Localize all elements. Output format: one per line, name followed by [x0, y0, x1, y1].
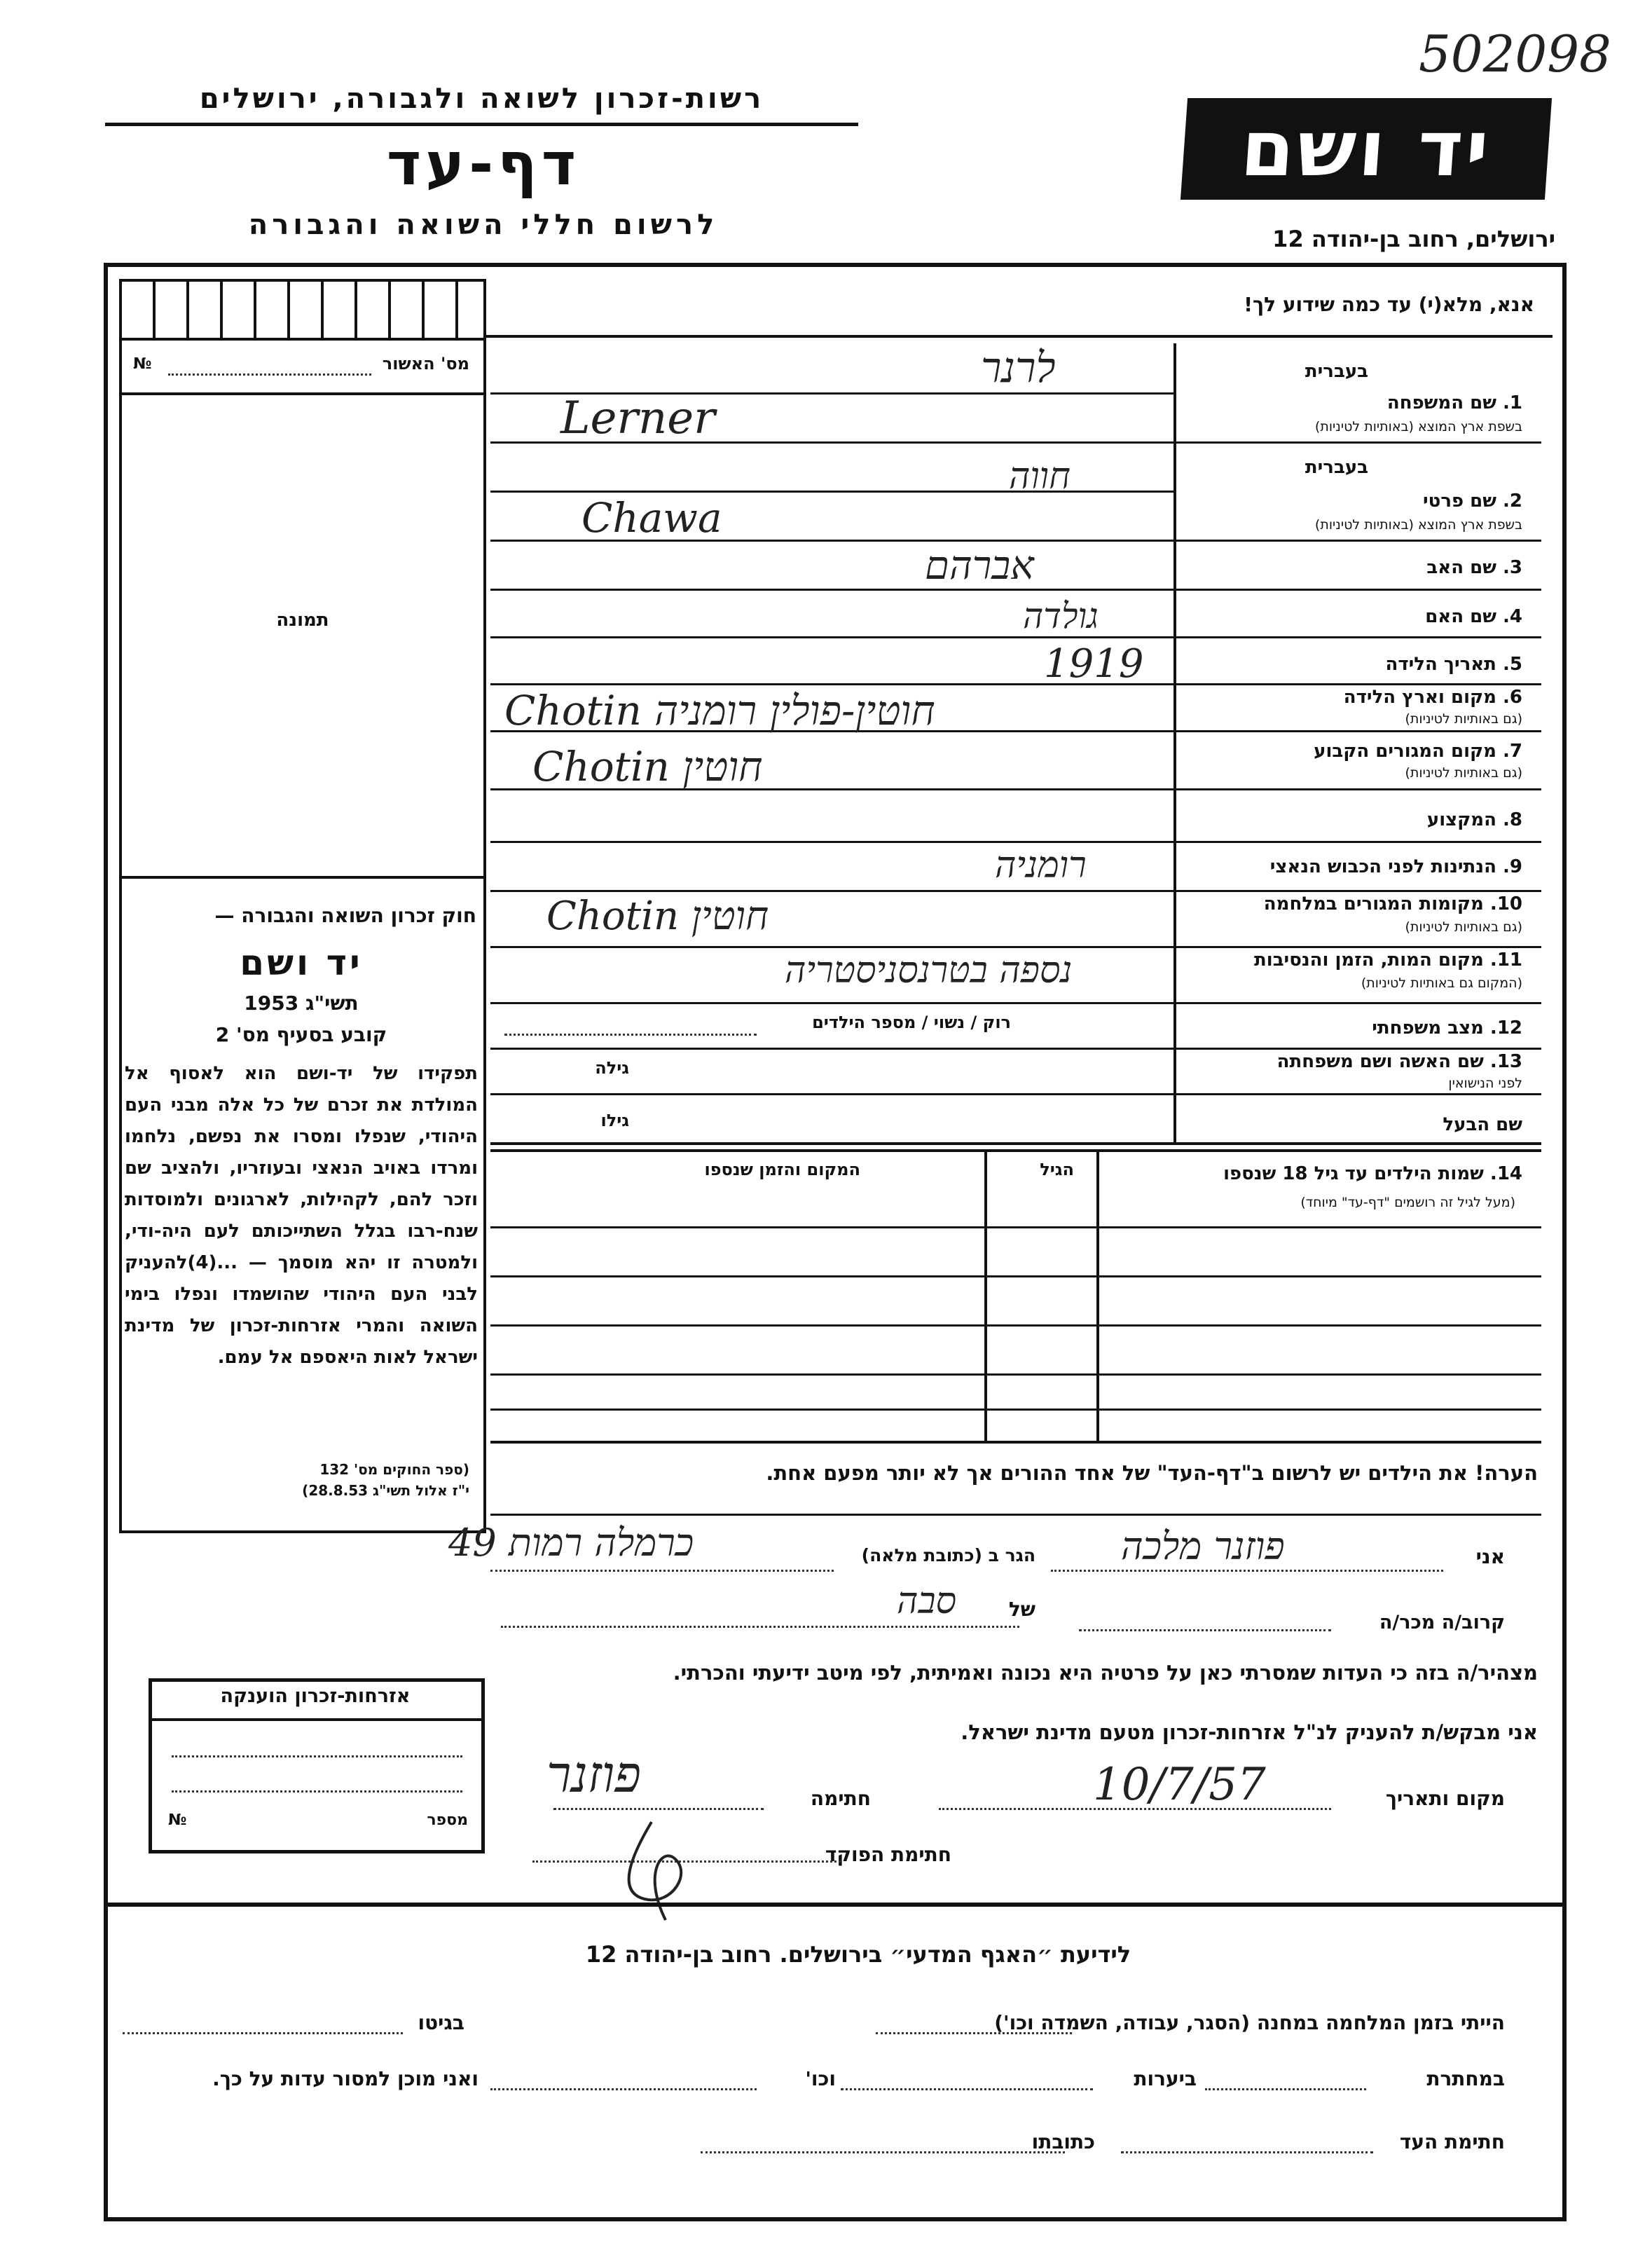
- field-1-text: שם המשפחה: [1386, 392, 1496, 413]
- children-header-line: [490, 1226, 1541, 1228]
- field-1-label: [1387, 392, 1522, 413]
- decl-date-dots: [939, 1808, 1331, 1810]
- decl-officer-label: חתימת הפוקד: [825, 1843, 951, 1866]
- footer-line2c-dots: [490, 2088, 757, 2090]
- footer-line1b: בגיטו: [418, 2011, 464, 2034]
- form-intro: אנא, מלא(י) עד כמה שידוע לך!: [1244, 293, 1534, 316]
- row-line: [490, 683, 1541, 685]
- field-5-num: 5.: [1503, 654, 1522, 675]
- law-body: תפקידו של יד-ושם הוא לאסוף אל המולדת את זכרם של כל אלה מבני העם היהודי, שנפלו ומסרו את נפשם, נלחמו ומרדו באויב הנאצי ובעוזריו, ולהציב שם וזכר להם, לקהילות, לארגונים ולמוסדות שנח-רבו בגלל השתייכותם לעם היה-ודי, ולמטרה זו יהא מוסמך — ...(4)להעניק לבני העם היהודי שהושמדו ונפלו בימי השואה והמרי אזרחות-זכרון של מדינת ישראל לאות היאספם אל עמם.: [125, 1063, 478, 1368]
- field-1-num: 1.: [1503, 392, 1522, 413]
- citizenship-number-label: מספר: [427, 1811, 468, 1829]
- field-6-label: [1344, 687, 1522, 708]
- row-line: [490, 636, 1541, 638]
- field-1-hebrew-tag: בעברית: [1305, 361, 1368, 382]
- field-4-num: 4.: [1503, 606, 1522, 627]
- law-clause: קובע בסעיף מס' 2: [215, 1023, 387, 1046]
- intro-underline: [486, 335, 1553, 338]
- children-sub: (מעל לגיל זה רושמים "דף-עד" מיוחד): [1300, 1195, 1515, 1210]
- field-12-dots: [504, 1034, 757, 1036]
- note-text: הערה! את הילדים יש לרשום ב"דף-העד" של אחד ההורים אך לא יותר מפעם אחת.: [766, 1461, 1538, 1485]
- field-3-value: אברהם: [925, 543, 1034, 589]
- field-6-value: חוטין-פולין רומניה Chotin: [504, 687, 935, 734]
- field-13-label: [1277, 1051, 1522, 1072]
- field-7-label: [1314, 741, 1522, 762]
- field-2-value-hebrew: חווה: [1009, 455, 1071, 498]
- footer-line1-dots: [876, 2032, 1072, 2034]
- field-13-text: שם האשה ושם משפחתה: [1276, 1051, 1484, 1072]
- field-5-value: 1919: [1044, 641, 1144, 687]
- field-5-text: תאריך הלידה: [1385, 654, 1496, 675]
- decl-relation: סבה: [897, 1580, 957, 1622]
- field-1-value-hebrew: לרנר: [981, 343, 1056, 392]
- field-9-value: רומניה: [995, 844, 1087, 886]
- field-7-sub: (גם באותיות לטיניות): [1405, 765, 1522, 781]
- decl-address-dots: [490, 1570, 834, 1572]
- field-13-sub: לפני הנישואין: [1448, 1076, 1522, 1091]
- footer-line2a: במחתרת: [1426, 2067, 1505, 2090]
- field-12-num: 12.: [1489, 1017, 1522, 1039]
- citizenship-title-line: [152, 1718, 481, 1721]
- decl-i-label: אני: [1475, 1545, 1505, 1568]
- children-col-divider: [984, 1149, 987, 1444]
- footer-line3a: חתימת העד: [1399, 2130, 1505, 2153]
- row-line: [490, 589, 1541, 591]
- law-ref-2: י"ז אלול תשי"ג 28.8.53): [302, 1482, 469, 1499]
- children-row-line: [490, 1409, 1541, 1411]
- law-year: תשי"ג 1953: [244, 992, 359, 1015]
- field-7-value: חוטין Chotin: [532, 743, 763, 790]
- law-ref-1: (ספר החוקים מס' 132: [319, 1461, 469, 1478]
- field-9-num: 9.: [1503, 856, 1522, 877]
- children-row-line: [490, 1324, 1541, 1327]
- citizenship-dots: [172, 1790, 462, 1793]
- footer-line3b-dots: [701, 2151, 1065, 2153]
- field-13-num: 13.: [1489, 1051, 1522, 1072]
- husband-text: שם הבעל: [1443, 1114, 1522, 1135]
- field-9-text: הנתינות לפני הכבוש הנאצי: [1269, 856, 1496, 877]
- field-11-value: נספה בטרנסניסטריה: [785, 950, 1073, 992]
- field-12-text: מצב משפחתי: [1372, 1017, 1484, 1039]
- officer-signature-scribble: [603, 1815, 743, 1934]
- field-11-text: מקום המות, הזמן והנסיבות: [1254, 950, 1484, 971]
- field-11-label: [1254, 950, 1522, 971]
- footer-divider: [104, 1903, 1567, 1907]
- citizenship-title: אזרחות-זכרון הוענקה: [220, 1685, 411, 1707]
- decl-relative-dots: [1079, 1629, 1331, 1631]
- field-4-text: שם האם: [1425, 606, 1496, 627]
- field-8-label: [1427, 809, 1522, 830]
- field-4-value: גולדה: [1023, 596, 1099, 636]
- law-name: יד ושם: [240, 943, 363, 983]
- decl-signature-label: חתימה: [810, 1787, 871, 1810]
- permit-dots: [168, 373, 371, 376]
- field-8-num: 8.: [1503, 809, 1522, 830]
- decl-request: אני מבקש/ת להעניק לנ"ל אזרחות-זכרון מטעם מדינת ישראל.: [961, 1720, 1538, 1744]
- permit-label: מס' האשור: [382, 354, 469, 373]
- photo-stripes-divider: [122, 338, 483, 341]
- husband-label: [1443, 1114, 1522, 1135]
- field-1-sub: בשפת ארץ המוצא (באותיות לטיניות): [1314, 419, 1522, 434]
- field-10-label: [1264, 893, 1522, 914]
- field-11-sub: (המקום גם באותיות לטיניות): [1361, 975, 1522, 991]
- footer-line1b-dots: [123, 2032, 403, 2034]
- field-13-age-label: גילה: [595, 1058, 629, 1078]
- children-row-line: [490, 1373, 1541, 1376]
- field-9-label: [1270, 856, 1522, 877]
- field-10-num: 10.: [1489, 893, 1522, 914]
- footer-line2b: ביערות: [1134, 2067, 1197, 2090]
- field-2-hebrew-tag: בעברית: [1305, 457, 1368, 478]
- decl-address: כרמלה רמות 49: [448, 1521, 694, 1565]
- field-3-label: [1426, 557, 1522, 578]
- children-text: שמות הילדים עד גיל 18 שנספו: [1223, 1163, 1484, 1184]
- row-line: [490, 946, 1541, 948]
- children-table: [490, 1149, 1541, 1444]
- footer-line3b: כתובתו: [1031, 2130, 1095, 2153]
- field-12-status-options: רוק / נשוי / מספר הילדים: [812, 1013, 1011, 1032]
- footer-line2d: ואני מוכן למסור עדות על כך.: [212, 2067, 479, 2090]
- footer-notice: לידיעת ״האגף המדעי״ בירושלים. רחוב בן-יהודה 12: [585, 1941, 1131, 1968]
- decl-date: 10/7/57: [1093, 1759, 1266, 1811]
- footer-line1a: הייתי בזמן המלחמה במחנה (הסגר, עבודה, השמדה וכו'): [994, 2011, 1505, 2034]
- field-3-num: 3.: [1503, 557, 1522, 578]
- decl-relation-dots: [501, 1626, 1019, 1628]
- citizenship-symbol: №: [168, 1811, 187, 1829]
- field-4-label: [1425, 606, 1522, 627]
- photo-bottom-line: [122, 876, 483, 879]
- row-line: [490, 1002, 1541, 1004]
- field-5-label: [1385, 654, 1522, 675]
- row-line: [490, 841, 1541, 843]
- footer-line2c: וכו': [805, 2067, 836, 2090]
- decl-place-date-label: מקום ותאריך: [1385, 1787, 1505, 1810]
- permit-field: [133, 354, 469, 382]
- field-2-sub: בשפת ארץ המוצא (באותיות לטיניות): [1314, 517, 1522, 533]
- children-num: 14.: [1489, 1163, 1522, 1184]
- authority-underline: [105, 123, 858, 126]
- authority-line: רשות-זכרון לשואה ולגבורה, ירושלים: [199, 83, 764, 115]
- field-1-value-latin: Lerner: [560, 392, 715, 444]
- field-2-text: שם פרטי: [1423, 491, 1496, 512]
- field-2-value-latin: Chawa: [581, 494, 722, 542]
- footer-line3a-dots: [1121, 2151, 1373, 2153]
- decl-signature-dots: [553, 1808, 764, 1810]
- field-10-value: חוטין Chotin: [546, 893, 769, 939]
- field-7-num: 7.: [1503, 741, 1522, 762]
- field-6-sub: (גם באותיות לטיניות): [1405, 711, 1522, 727]
- form-subtitle: לרשום חללי השואה והגבורה: [248, 209, 719, 241]
- photo-top-stripes: [122, 282, 483, 338]
- row-line: [490, 1048, 1541, 1050]
- decl-relative-label: קרוב/ה מכר/ה: [1379, 1612, 1505, 1633]
- note-underline: [490, 1514, 1541, 1516]
- field-12-label: [1372, 1017, 1522, 1039]
- field-10-text: מקומות המגורים במלחמה: [1263, 893, 1484, 914]
- stamp-number: 502098: [1419, 25, 1611, 83]
- field-11-num: 11.: [1489, 950, 1522, 971]
- row-line: [490, 491, 1173, 493]
- footer-line2b-dots: [841, 2088, 1093, 2090]
- children-label: [1223, 1163, 1522, 1184]
- field-6-num: 6.: [1503, 687, 1522, 708]
- children-col-divider: [1096, 1149, 1099, 1444]
- children-age-col: הגיל: [1040, 1160, 1074, 1179]
- field-10-sub: (גם באותיות לטיניות): [1405, 919, 1522, 935]
- header-address: ירושלים, רחוב בן-יהודה 12: [1272, 226, 1555, 252]
- field-3-text: שם האב: [1426, 557, 1496, 578]
- form-title: דף-עד: [386, 130, 581, 198]
- photo-label: תמונה: [276, 610, 329, 631]
- decl-declarant-dots: [1051, 1570, 1443, 1572]
- row-line: [490, 1142, 1541, 1145]
- photo-top-line: [122, 392, 483, 395]
- decl-of-label: של: [1008, 1598, 1035, 1621]
- row-line: [490, 890, 1541, 892]
- husband-age-label: גילו: [600, 1111, 629, 1130]
- children-row-line: [490, 1275, 1541, 1277]
- logo-text: יד ושם: [1237, 104, 1495, 193]
- field-2-label: [1423, 491, 1522, 512]
- label-column-divider: [1173, 343, 1176, 1142]
- decl-attest: מצהיר/ה בזה כי העדות שמסרתי כאן על פרטיה היא נכונה ואמיתית, לפי מיטב ידיעתי והכרתי.: [673, 1661, 1538, 1685]
- row-line: [490, 1093, 1541, 1095]
- field-2-num: 2.: [1503, 491, 1522, 512]
- field-6-text: מקום וארץ הלידה: [1343, 687, 1496, 708]
- field-8-text: המקצוע: [1426, 809, 1496, 830]
- yad-vashem-logo: [1181, 98, 1552, 200]
- decl-resides-label: הגר ב (כתובת מלאה): [861, 1545, 1035, 1565]
- field-7-text: מקום המגורים הקבוע: [1314, 741, 1496, 762]
- decl-declarant: פוזנר מלכה: [1121, 1524, 1285, 1568]
- footer-line2a-dots: [1205, 2088, 1366, 2090]
- permit-symbol: №: [133, 355, 152, 373]
- decl-signature: פוזנר: [546, 1745, 641, 1804]
- law-title: חוק זכרון השואה והגבורה —: [214, 904, 476, 927]
- citizenship-dots: [172, 1755, 462, 1757]
- children-place-col: המקום והזמן שנספו: [704, 1160, 860, 1179]
